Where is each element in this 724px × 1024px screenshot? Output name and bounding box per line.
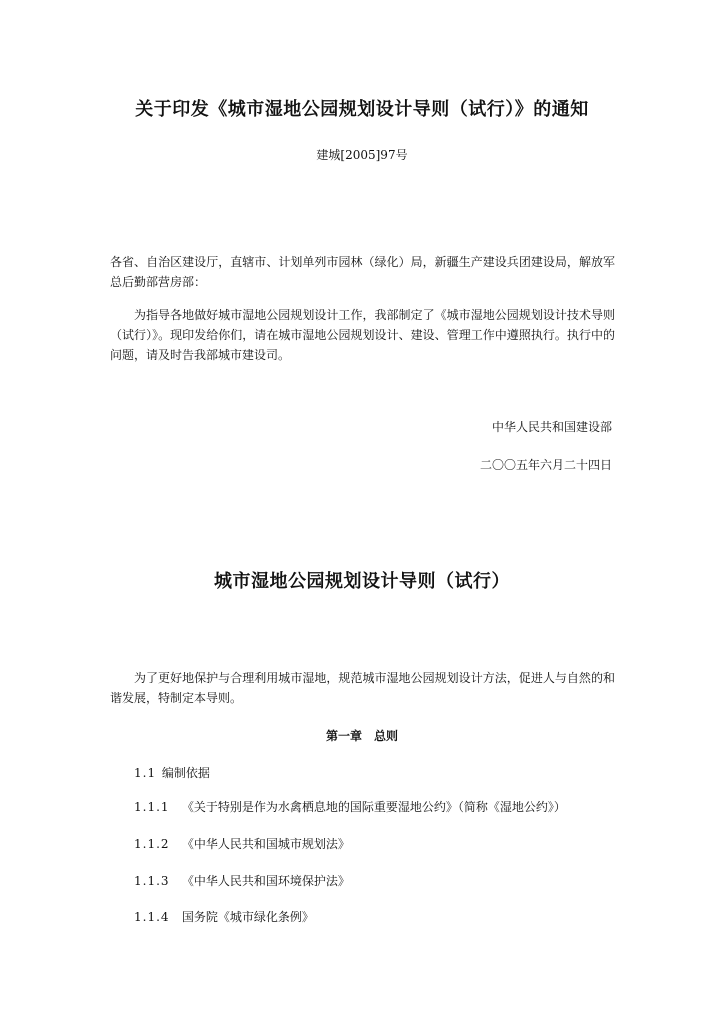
item-number: 1.1.2 (134, 837, 170, 851)
notice-body-paragraph: 为指导各地做好城市湿地公园规划设计工作，我部制定了《城市湿地公园规划设计技术导则（试行）》。现印发给你们，请在城市湿地公园规划设计、建设、管理工作中遵照执行。执行中的问题，请及时告我部城市建设司。 (110, 308, 615, 362)
item-number: 1.1.1 (134, 800, 170, 814)
issuer-signature: 中华人民共和国建设部 (491, 420, 612, 434)
section-heading (134, 764, 210, 781)
list-item (134, 835, 350, 852)
guideline-title: 城市湿地公园规划设计导则（试行） (214, 571, 510, 592)
guideline-intro-paragraph: 为了更好地保护与合理利用城市湿地，规范城市湿地公园规划设计方法，促进人与自然的和谐发展，特制定本导则。 (110, 671, 615, 705)
issue-date: 二〇〇五年六月二十四日 (479, 458, 612, 472)
item-text: 《关于特别是作为水禽栖息地的国际重要湿地公约》（简称《湿地公约》） (181, 800, 566, 814)
item-number: 1.1.4 (134, 910, 170, 924)
item-number: 1.1.3 (134, 874, 170, 888)
list-item (134, 872, 350, 889)
item-text: 国务院《城市绿化条例》 (181, 910, 314, 924)
list-item (134, 908, 314, 925)
document-number: 建城[2005]97号 (316, 148, 408, 162)
addressees-paragraph: 各省、自治区建设厅，直辖市、计划单列市园林（绿化）局，新疆生产建设兵团建设局，解放军总后勤部营房部： (110, 255, 615, 289)
section-text: 编制依据 (161, 766, 210, 780)
section-number: 1.1 (134, 766, 157, 780)
item-text: 《中华人民共和国环境保护法》 (181, 874, 350, 888)
list-item (134, 798, 566, 815)
notice-title: 关于印发《城市湿地公园规划设计导则（试行）》的通知 (135, 99, 589, 120)
chapter-heading: 第一章 总则 (325, 729, 398, 743)
item-text: 《中华人民共和国城市规划法》 (181, 837, 350, 851)
